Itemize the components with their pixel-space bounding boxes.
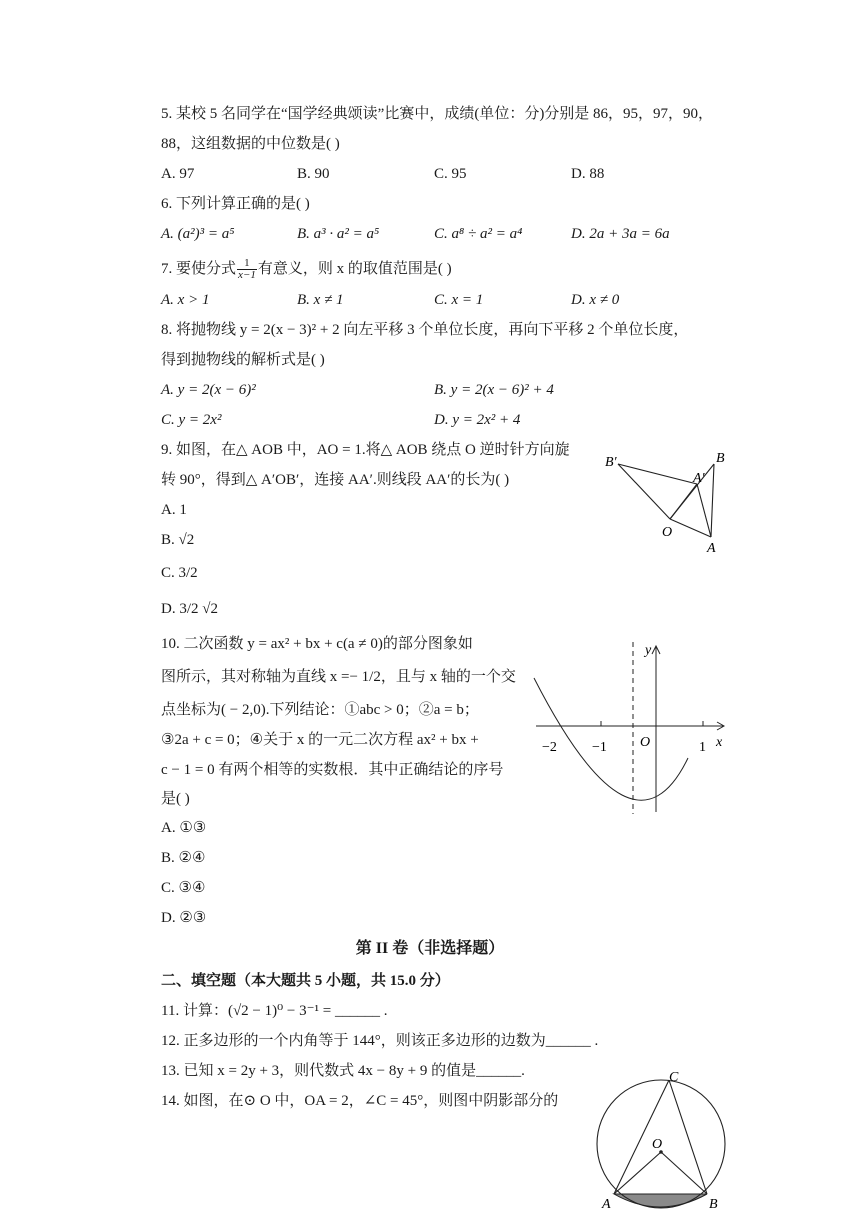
- q9-option-c: C. 3/2: [161, 565, 198, 581]
- q8-option-b: B. y = 2(x − 6)² + 4: [434, 382, 554, 398]
- q14-label-c: C: [669, 1070, 679, 1085]
- q10-option-a: A. ①③: [161, 820, 207, 836]
- q8-option-d: D. y = 2x² + 4: [434, 412, 521, 428]
- q5-option-a: A. 97: [161, 166, 195, 182]
- q6-stem: 6. 下列计算正确的是( ): [161, 196, 310, 212]
- q9-option-b: B. √2: [161, 532, 195, 548]
- q10-label-p1: 1: [699, 740, 706, 755]
- q11: 11. 计算：(√2 − 1)⁰ − 3⁻¹ = ______ .: [161, 1003, 388, 1019]
- q9-seg-b-a: [711, 464, 714, 537]
- q7-frac-den: x−1: [238, 269, 256, 281]
- q9-label-a: A: [707, 541, 716, 556]
- q8-line2: 得到抛物线的解析式是( ): [161, 352, 325, 368]
- q10-label-m1: −1: [592, 740, 607, 755]
- q7-option-b: B. x ≠ 1: [297, 292, 344, 308]
- q14-seg-o-a: [614, 1152, 661, 1194]
- q5-option-c: C. 95: [434, 166, 467, 182]
- q10-label-y: y: [645, 643, 652, 658]
- q6-option-c: C. a⁸ ÷ a² = a⁴: [434, 226, 523, 242]
- q9-line2: 转 90°，得到△ A′OB′，连接 AA′.则线段 AA′的长为( ): [161, 472, 510, 488]
- q6-option-b: B. a³ · a² = a⁵: [297, 226, 380, 242]
- q10-option-d: D. ②③: [161, 910, 207, 926]
- q10-label-x: x: [716, 735, 723, 750]
- q9-label-bprime: B′: [605, 455, 617, 470]
- q7-stem-post: 有意义，则 x 的取值范围是( ): [257, 260, 452, 277]
- q10-line5: c − 1 = 0 有两个相等的实数根．其中正确结论的序号: [161, 762, 504, 778]
- q10-line6: 是( ): [161, 791, 190, 807]
- q14-shaded-segment: [614, 1194, 707, 1207]
- q9-label-aprime: A′: [693, 471, 705, 486]
- q10-label-o: O: [640, 735, 651, 750]
- q8-line1: 8. 将抛物线 y = 2(x − 3)² + 2 向左平移 3 个单位长度，再向下平移 2 个单位长度，: [161, 322, 689, 338]
- q9-figure: [596, 444, 736, 558]
- q9-option-a: A. 1: [161, 502, 187, 518]
- q5-option-d: D. 88: [571, 166, 605, 182]
- q14-label-o: O: [652, 1137, 663, 1152]
- q10-graph: [528, 640, 732, 818]
- q5-line1: 5. 某校 5 名同学在“国学经典颂读”比赛中，成绩(单位：分)分别是 86，95，97，90，: [161, 106, 714, 122]
- q10-parabola: [534, 678, 688, 800]
- q13: 13. 已知 x = 2y + 3，则代数式 4x − 8y + 9 的值是______.: [161, 1063, 525, 1079]
- q7-stem: [161, 258, 452, 281]
- q7-option-d: D. x ≠ 0: [571, 292, 620, 308]
- q9-seg-o-a: [670, 519, 711, 537]
- q14-label-b: B: [709, 1197, 718, 1212]
- q9-seg-o-b: [670, 464, 714, 519]
- q10-option-b: B. ②④: [161, 850, 206, 866]
- section2-heading: 二、填空题（本大题共 5 小题，共 15.0 分）: [161, 973, 450, 989]
- q12: 12. 正多边形的一个内角等于 144°，则该正多边形的边数为______ .: [161, 1033, 599, 1049]
- q10-line4: ③2a + c = 0；④关于 x 的一元二次方程 ax² + bx +: [161, 732, 479, 748]
- q5-option-b: B. 90: [297, 166, 330, 182]
- q10-label-m2: −2: [542, 740, 557, 755]
- q9-seg-bprime-o: [618, 464, 670, 519]
- q7-option-a: A. x > 1: [161, 292, 210, 308]
- q14-line1: 14. 如图，在⊙ O 中，OA = 2，∠C = 45°，则图中阴影部分的: [161, 1093, 559, 1109]
- q6-option-d: D. 2a + 3a = 6a: [571, 226, 670, 242]
- q8-option-a: A. y = 2(x − 6)²: [161, 382, 256, 398]
- q10-option-c: C. ③④: [161, 880, 206, 896]
- q9-label-o: O: [662, 525, 673, 540]
- q7-fraction: [237, 258, 257, 281]
- q9-label-b: B: [716, 451, 725, 466]
- q10-line3: 点坐标为( − 2,0).下列结论：①abc > 0；②a = b；: [161, 702, 479, 718]
- q8-option-c: C. y = 2x²: [161, 412, 222, 428]
- q10-line2: 图所示，其对称轴为直线 x =− 1/2，且与 x 轴的一个交: [161, 669, 516, 685]
- q14-figure: [590, 1062, 758, 1216]
- q7-option-c: C. x = 1: [434, 292, 484, 308]
- q7-stem-pre: 7. 要使分式: [161, 260, 237, 277]
- section2-title: 第 II 卷（非选择题）: [355, 940, 505, 957]
- q9-seg-aprime-a: [697, 484, 711, 537]
- q9-line1: 9. 如图，在△ AOB 中，AO = 1.将△ AOB 绕点 O 逆时针方向旋: [161, 442, 570, 458]
- q5-line2: 88，这组数据的中位数是( ): [161, 136, 340, 152]
- q9-seg-bprime-aprime: [618, 464, 697, 484]
- q10-line1: 10. 二次函数 y = ax² + bx + c(a ≠ 0)的部分图象如: [161, 636, 473, 652]
- q6-option-a: A. (a²)³ = a⁵: [161, 226, 235, 242]
- q7-frac-num: 1: [237, 258, 257, 270]
- q9-option-d: D. 3/2 √2: [161, 601, 218, 617]
- q14-label-a: A: [602, 1197, 611, 1212]
